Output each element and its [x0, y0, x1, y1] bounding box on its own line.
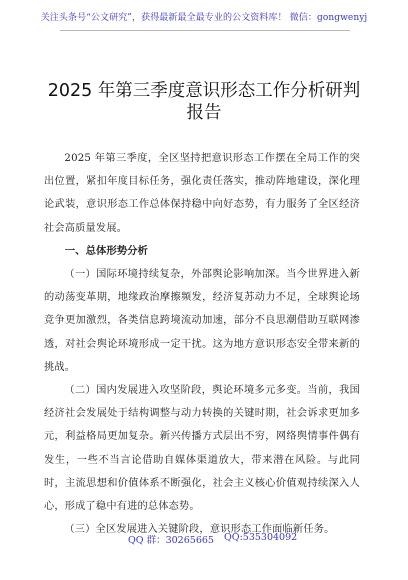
intro-paragraph: 2025 年第三季度，全区坚持把意识形态工作摆在全局工作的突出位置，紧扣年度目标任务，强化责任落实，推动阵地建设，深化理论武装，意识形态工作总体保持稳中向好态势，有力服务了全区经济社会高质量发展。 [44, 153, 360, 234]
footer-qq: QQ:535304092 [224, 532, 298, 543]
document-title: 2025 年第三季度意识形态工作分析研判报告 [47, 81, 361, 123]
paragraph-district: （三）全区发展进入关键阶段，意识形态工作面临新任务。 [64, 524, 335, 536]
paragraph-domestic: （二）国内发展进入攻坚阶段，舆论环境多元多变。当前，我国经济社会发展处于结构调整与动力转换的关键时期，社会诉求更加多元，利益格局更加复杂。新兴传播方式层出不穷，网络舆情事件偶有发生，一些不当言论借助自媒体渠道放大，带来潜在风险。与此同时，主流思想和价值体系不断强化，社会主义核心价值观持续深入人心，形成了稳中有进的总体态势。 [44, 385, 360, 513]
footer-qq-group: QQ 群：30265665 [128, 535, 214, 546]
section-heading: 一、总体形势分析 [64, 244, 148, 257]
document-body [44, 147, 360, 541]
paragraph-international: （一）国际环境持续复杂，外部舆论影响加深。当今世界进入新的动荡变革期，地缘政治摩擦频发，经济复苏动力不足，全球舆论场竞争更加激烈，各类信息跨境流动加速，部分不良思潮借助互联网渗透，对社会舆论环境形成一定干扰。这为地方意识形态安全带来新的挑战。 [44, 269, 360, 373]
header-divider [60, 30, 350, 31]
header-banner: 关注头条号“公文研究”，获得最新最全最专业的公文资料库！ 微信：gongwenyj [40, 13, 368, 23]
